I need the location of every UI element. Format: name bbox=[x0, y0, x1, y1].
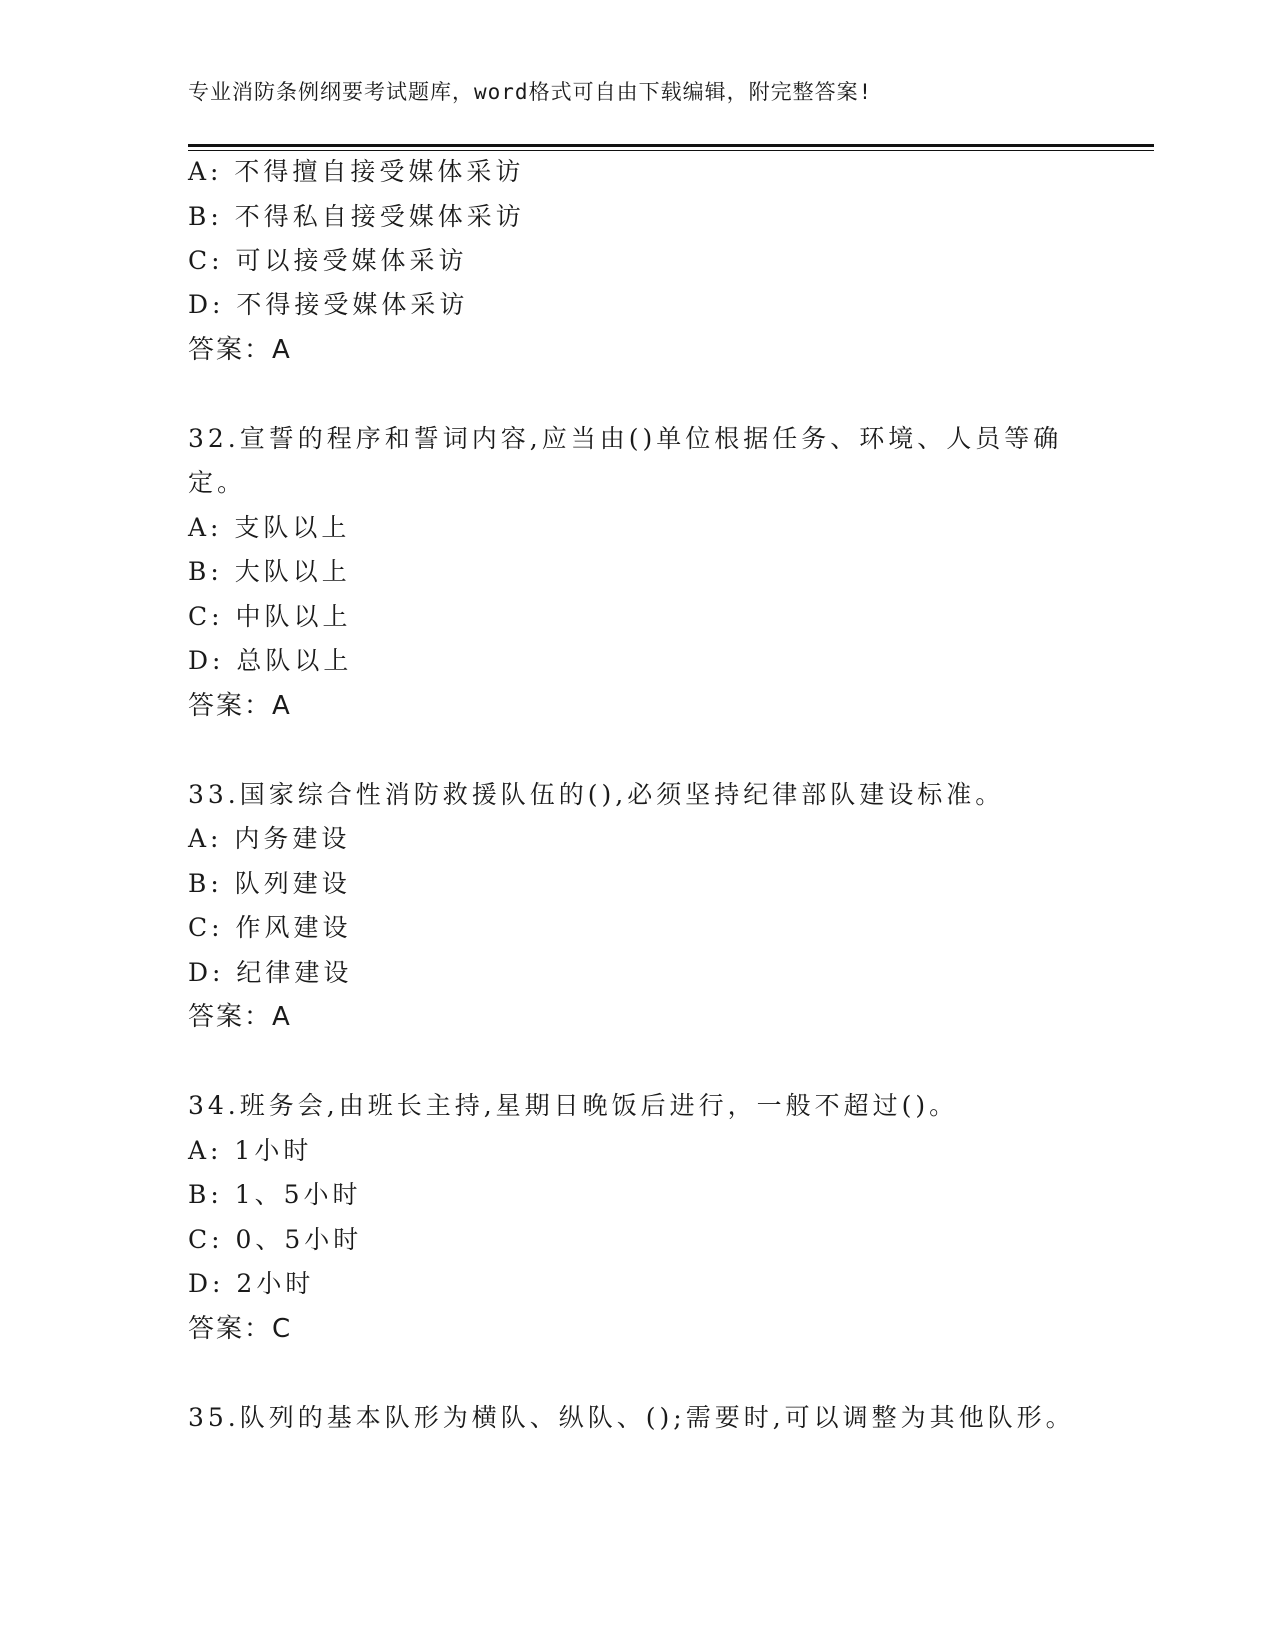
q31-answer bbox=[188, 335, 290, 365]
q31-answer-value: A bbox=[272, 335, 290, 365]
q33-answer bbox=[188, 1002, 290, 1032]
q31-option-d: D: 不得接受媒体采访 bbox=[188, 290, 469, 319]
q31-option-c: C: 可以接受媒体采访 bbox=[188, 246, 468, 275]
q31-option-a: A: 不得擅自接受媒体采访 bbox=[188, 157, 525, 186]
page-header: 专业消防条例纲要考试题库，word格式可自由下载编辑，附完整答案! bbox=[188, 80, 873, 104]
q32-option-b: B: 大队以上 bbox=[188, 557, 351, 586]
q33-option-a: A: 内务建设 bbox=[188, 824, 351, 853]
q35-stem-line1: 35.队列的基本队形为横队、纵队、();需要时,可以调整为其他队形。 bbox=[188, 1403, 1075, 1432]
q33-answer-value: A bbox=[272, 1002, 290, 1032]
header-rule-thick bbox=[188, 144, 1154, 147]
q32-option-a: A: 支队以上 bbox=[188, 513, 351, 542]
q32-option-c: C: 中队以上 bbox=[188, 602, 352, 631]
q32-answer-label: 答案： bbox=[188, 691, 273, 721]
q32-answer-value: A bbox=[272, 691, 290, 721]
q34-option-d: D: 2小时 bbox=[188, 1269, 315, 1298]
q33-option-c: C: 作风建设 bbox=[188, 913, 352, 942]
q32-stem-line1: 32.宣誓的程序和誓词内容,应当由()单位根据任务、环境、人员等确 bbox=[188, 424, 1063, 453]
q34-option-c: C: 0、5小时 bbox=[188, 1225, 363, 1254]
q33-stem-line1: 33.国家综合性消防救援队伍的(),必须坚持纪律部队建设标准。 bbox=[188, 780, 1005, 809]
q32-option-d: D: 总队以上 bbox=[188, 646, 353, 675]
q34-option-b: B: 1、5小时 bbox=[188, 1180, 362, 1209]
q33-option-b: B: 队列建设 bbox=[188, 869, 351, 898]
q33-option-d: D: 纪律建设 bbox=[188, 958, 353, 987]
q34-option-a: A: 1小时 bbox=[188, 1136, 313, 1165]
q34-answer-value: C bbox=[272, 1314, 291, 1344]
q33-answer-label: 答案： bbox=[188, 1002, 273, 1032]
q34-stem-line1: 34.班务会,由班长主持,星期日晚饭后进行，一般不超过()。 bbox=[188, 1091, 959, 1120]
q34-answer bbox=[188, 1314, 290, 1344]
q31-option-b: B: 不得私自接受媒体采访 bbox=[188, 202, 525, 231]
q34-answer-label: 答案： bbox=[188, 1314, 273, 1344]
header-rule-thin bbox=[188, 150, 1154, 151]
q32-stem-line2: 定。 bbox=[188, 468, 247, 497]
q31-answer-label: 答案： bbox=[188, 335, 273, 365]
q32-answer bbox=[188, 691, 290, 721]
